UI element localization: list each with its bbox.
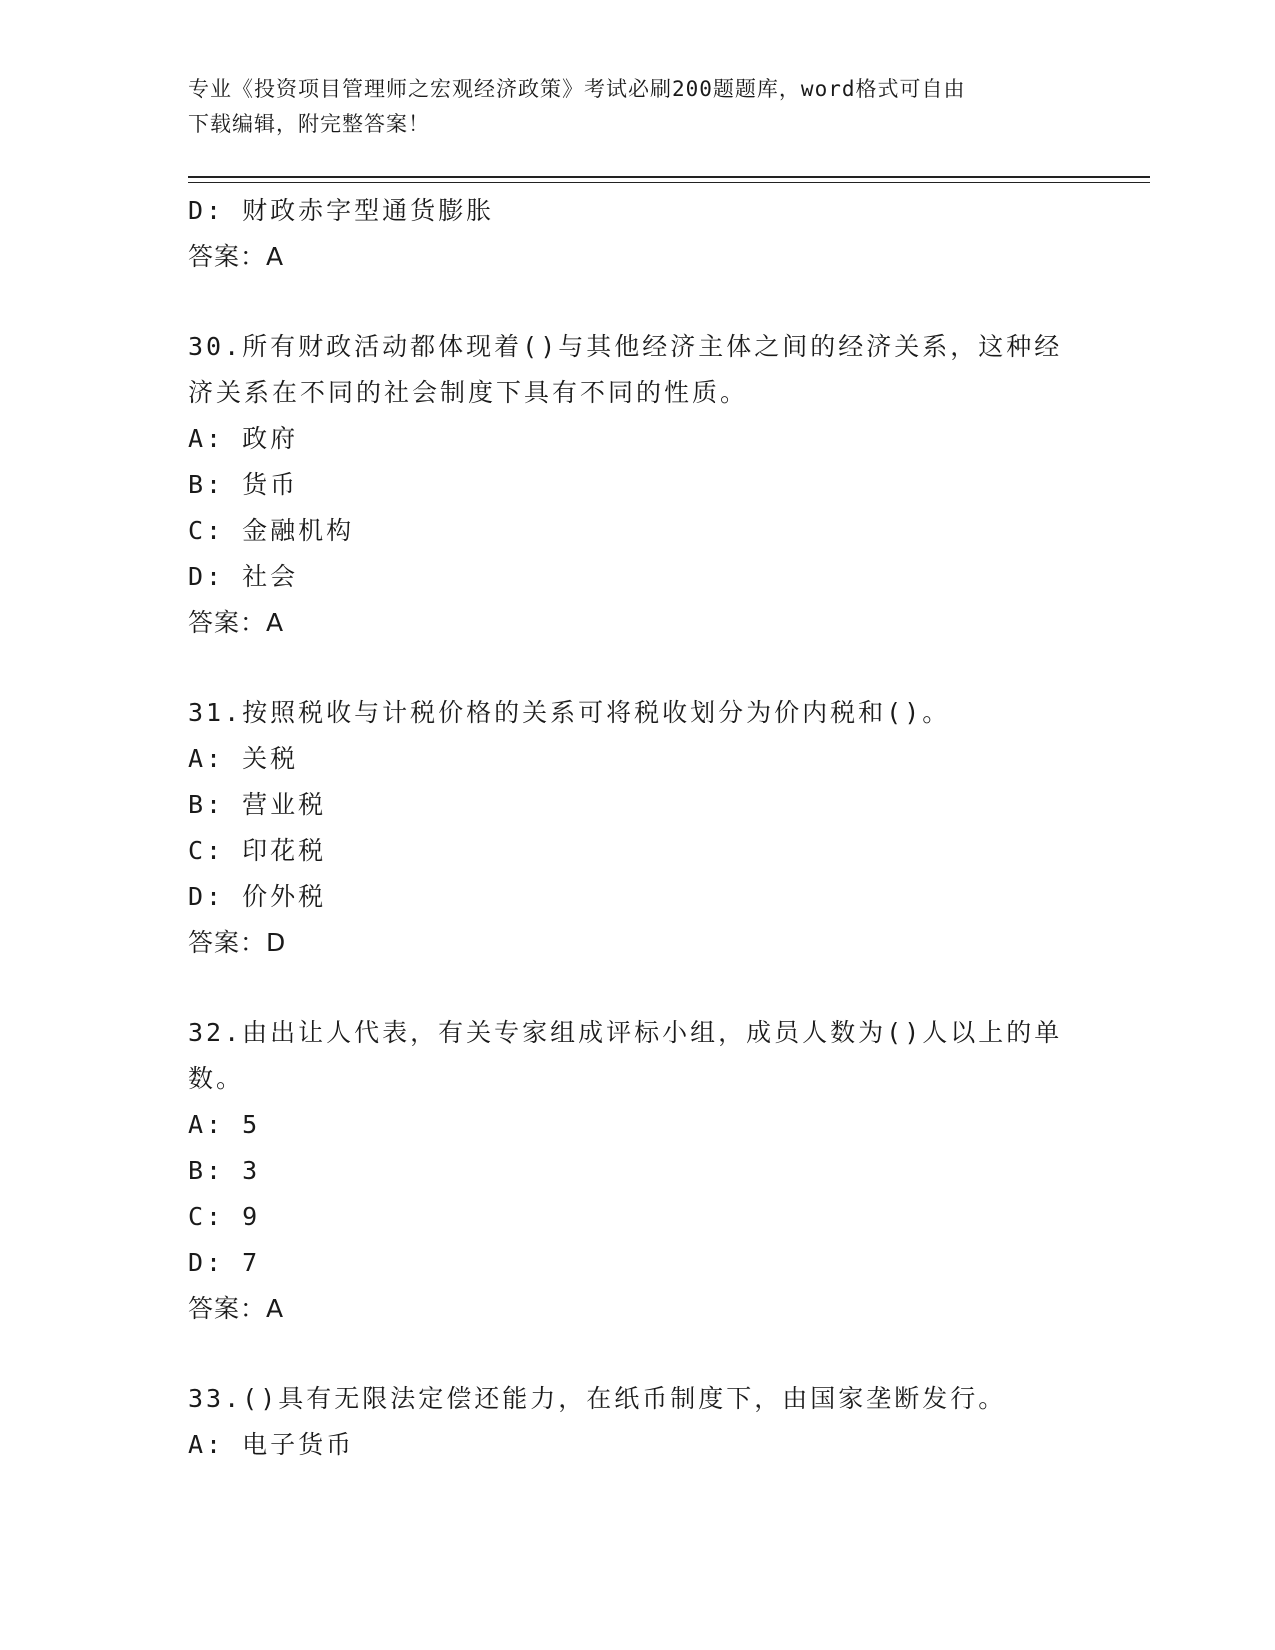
option-b: B: 3 bbox=[188, 1156, 261, 1185]
option-a: A: 关税 bbox=[188, 744, 299, 773]
option-c: C: 9 bbox=[188, 1202, 261, 1231]
question-33 bbox=[188, 1376, 1088, 1468]
question-31 bbox=[188, 690, 1088, 966]
option-d: D: 7 bbox=[188, 1248, 261, 1277]
prev-answer: 答案：A bbox=[188, 242, 285, 271]
header-divider-thick bbox=[188, 176, 1150, 178]
header-divider-thin bbox=[188, 182, 1150, 183]
option-d: D: 社会 bbox=[188, 562, 299, 591]
document-body bbox=[188, 188, 1088, 1468]
question-text: 30.所有财政活动都体现着()与其他经济主体之间的经济关系，这种经 bbox=[188, 332, 1063, 361]
option-c: C: 金融机构 bbox=[188, 516, 355, 545]
question-text: 33.()具有无限法定偿还能力，在纸币制度下，由国家垄断发行。 bbox=[188, 1384, 1007, 1413]
spacer bbox=[188, 1332, 1088, 1376]
answer: 答案：D bbox=[188, 928, 287, 957]
spacer bbox=[188, 646, 1088, 690]
answer: 答案：A bbox=[188, 1294, 285, 1323]
question-32 bbox=[188, 1010, 1088, 1332]
header-line-1: 专业《投资项目管理师之宏观经济政策》考试必刷200题题库，word格式可自由 bbox=[188, 77, 966, 101]
question-text-cont: 数。 bbox=[188, 1064, 245, 1093]
question-text: 31.按照税收与计税价格的关系可将税收划分为价内税和()。 bbox=[188, 698, 951, 727]
question-text: 32.由出让人代表，有关专家组成评标小组，成员人数为()人以上的单 bbox=[188, 1018, 1063, 1047]
spacer bbox=[188, 966, 1088, 1010]
option-a: A: 电子货币 bbox=[188, 1430, 355, 1459]
spacer bbox=[188, 280, 1088, 324]
header-line-2: 下载编辑，附完整答案！ bbox=[188, 112, 430, 136]
prev-option-d: D: 财政赤字型通货膨胀 bbox=[188, 196, 495, 225]
question-text-cont: 济关系在不同的社会制度下具有不同的性质。 bbox=[188, 378, 749, 407]
document-header bbox=[188, 72, 1068, 142]
option-d: D: 价外税 bbox=[188, 882, 327, 911]
option-a: A: 政府 bbox=[188, 424, 299, 453]
option-b: B: 营业税 bbox=[188, 790, 327, 819]
answer: 答案：A bbox=[188, 608, 285, 637]
option-b: B: 货币 bbox=[188, 470, 299, 499]
option-a: A: 5 bbox=[188, 1110, 261, 1139]
question-30 bbox=[188, 324, 1088, 646]
option-c: C: 印花税 bbox=[188, 836, 327, 865]
